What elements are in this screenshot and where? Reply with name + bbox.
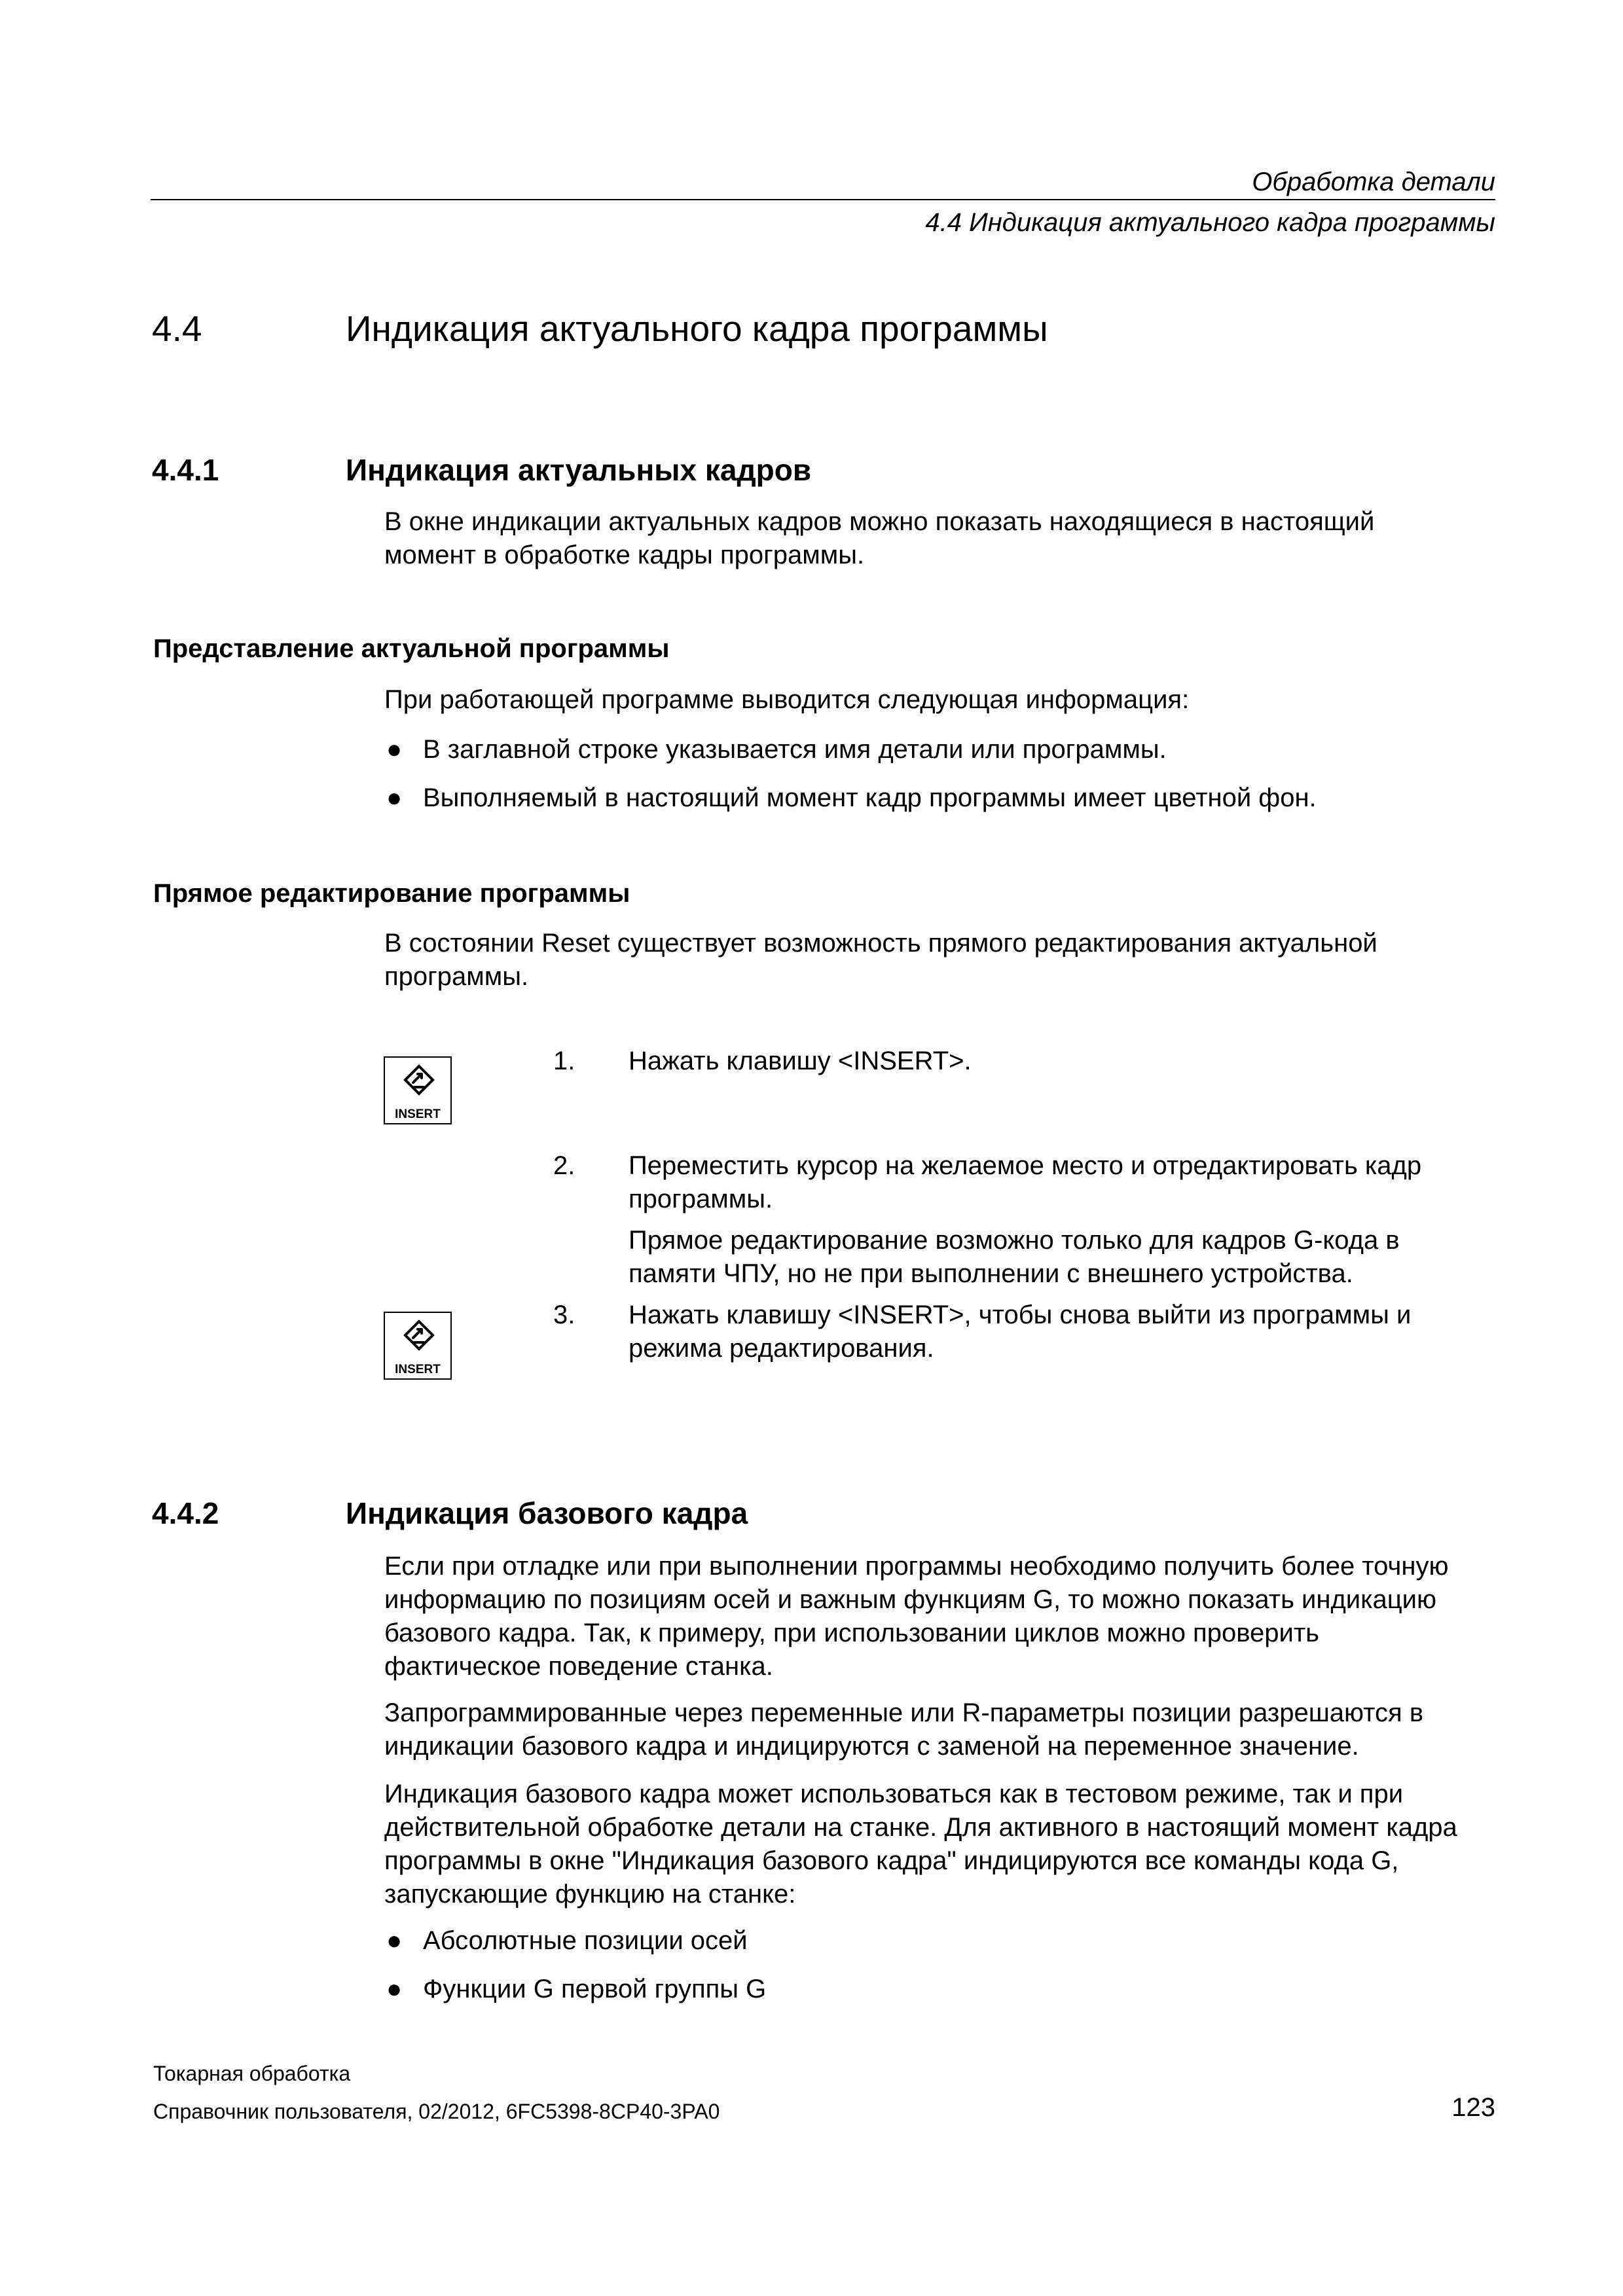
section-4-4-title: Индикация актуального кадра программы: [346, 308, 1048, 349]
footer-title: Токарная обработка: [153, 2062, 351, 2085]
bullet-dot: ●: [386, 1926, 403, 1955]
step-3-text: Нажать клавишу <INSERT>, чтобы снова выйти из программы и режима редактирования.: [629, 1300, 1412, 1363]
section-4-4-2-paragraph-2: Запрограммированные через переменные или R-параметры позиции разрешаются в индикации базового кадра и индицируются с заменой на переменное значение.: [384, 1698, 1424, 1761]
section-4-4-1-number: 4.4.1: [152, 453, 219, 487]
direct-edit-heading: Прямое редактирование программы: [153, 879, 630, 908]
bullet-dot: ●: [386, 1975, 403, 2003]
section-4-4-1-title: Индикация актуальных кадров: [346, 453, 812, 487]
section-4-4-2-paragraph-1: Если при отладке или при выполнении программы необходимо получить более точную информацию по позициям осей и важным функциям G, то можно показать индикацию базового кадра. Так, к примеру, при использовании циклов можно проверить фактическое поведение станка.: [384, 1552, 1449, 1681]
step-2-note: Прямое редактирование возможно только для кадров G-кода в памяти ЧПУ, но не при выполнении с внешнего устройства.: [629, 1226, 1400, 1288]
step-2-number: 2.: [553, 1151, 575, 1180]
header-rule: [151, 199, 1495, 200]
bullet-dot: ●: [386, 735, 403, 764]
step-1-number: 1.: [553, 1047, 575, 1075]
section-4-4-1-intro: В окне индикации актуальных кадров можно показать находящиеся в настоящий момент в обработке кадры программы.: [384, 507, 1375, 569]
section-4-4-2-number: 4.4.2: [152, 1496, 219, 1530]
bullet-dot: ●: [386, 783, 403, 812]
insert-key-icon: INSERT: [384, 1312, 452, 1380]
section-4-4-2-paragraph-3: Индикация базового кадра может использоваться как в тестовом режиме, так и при действительной обработке детали на станке. Для активного в настоящий момент кадра программы в окне "Индикация базового кадра" индицируются все команды кода G, запускающие функцию на станке:: [384, 1780, 1457, 1909]
section-4-4-2-title: Индикация базового кадра: [346, 1496, 748, 1530]
insert-key-icon: INSERT: [384, 1056, 452, 1124]
step-2-text: Переместить курсор на желаемое место и отредактировать кадр программы.: [629, 1151, 1422, 1213]
step-3-number: 3.: [553, 1300, 575, 1329]
header-section: 4.4 Индикация актуального кадра программы: [925, 208, 1495, 237]
direct-edit-lead: В состоянии Reset существует возможность прямого редактирования актуальной программы.: [384, 929, 1377, 991]
step-1-text: Нажать клавишу <INSERT>.: [629, 1047, 972, 1075]
representation-lead: При работающей программе выводится следующая информация:: [384, 685, 1190, 714]
header-chapter: Обработка детали: [1252, 168, 1495, 196]
page-number: 123: [1451, 2093, 1495, 2122]
representation-heading: Представление актуальной программы: [153, 634, 670, 663]
section-4-4-number: 4.4: [152, 308, 202, 349]
footer-reference: Справочник пользователя, 02/2012, 6FC5398-8CP40-3PA0: [153, 2100, 720, 2123]
